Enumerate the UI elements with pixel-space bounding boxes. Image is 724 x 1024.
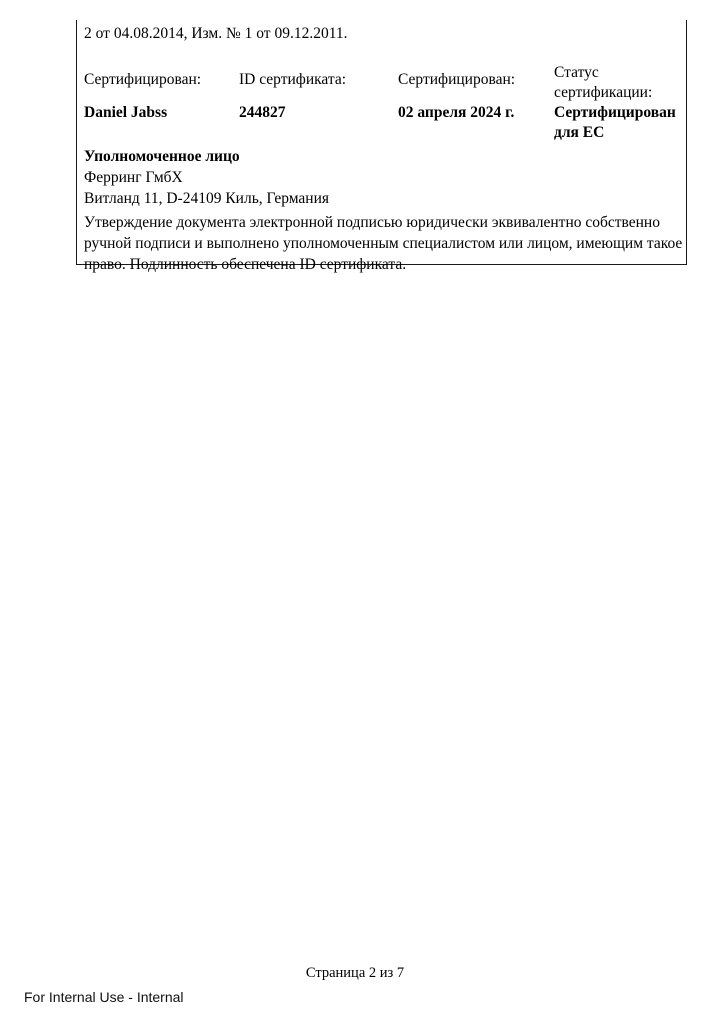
cert-value-certificate-id: 244827 (239, 104, 286, 121)
footer-page-number: Страница 2 из 7 (305, 965, 405, 981)
electronic-signature-legal-note: Утверждение документа электронной подписью юридически эквивалентно собственно ручной подписи и выполнено уполномоченным специалистом или лицом, имеющим такое право. Подлинность обеспечена ID сертификата. (84, 214, 683, 273)
footer-classification-label: For Internal Use - Internal (24, 989, 184, 1005)
cert-value-signer-name: Daniel Jabss (84, 104, 168, 121)
cert-header-certified-date: Сертифицирован: (398, 71, 516, 88)
revision-line: 2 от 04.08.2014, Изм. № 1 от 09.12.2011. (84, 25, 348, 42)
cert-value-certification-status: Сертифицирован для ЕС (554, 104, 676, 141)
certificate-table-cell (76, 20, 687, 273)
cert-header-certified-by: Сертифицирован: (84, 71, 202, 88)
cert-column-signer-name (84, 70, 234, 123)
cert-column-certified-date (398, 70, 548, 123)
authorized-person-title: Уполномоченное лицо (84, 148, 240, 165)
cert-value-certified-date: 02 апреля 2024 г. (398, 104, 515, 121)
authorized-person-block (84, 146, 329, 209)
authorized-person-address: Витланд 11, D-24109 Киль, Германия (84, 190, 330, 207)
cert-column-certification-status (554, 63, 686, 143)
cert-column-certificate-id (239, 70, 389, 123)
cert-header-certification-status: Статус сертификации: (554, 64, 653, 101)
authorized-person-company: Ферринг ГмбХ (84, 169, 183, 186)
cert-header-certificate-id: ID сертификата: (239, 71, 347, 88)
